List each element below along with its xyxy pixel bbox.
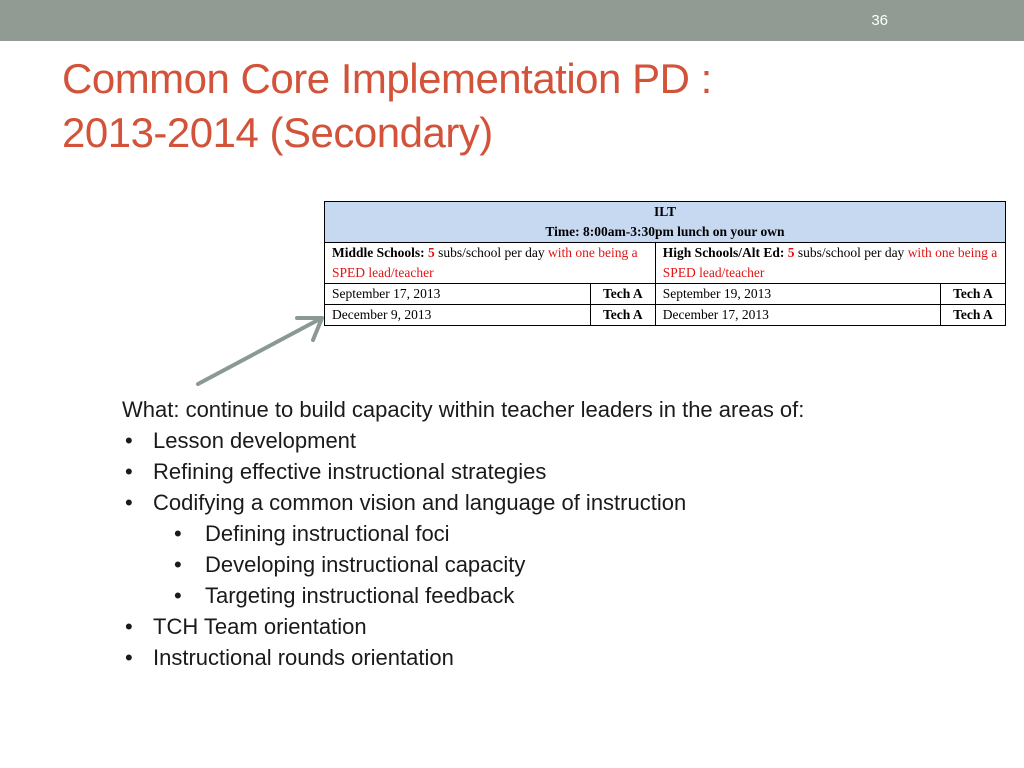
slide-number: 36 xyxy=(871,12,888,29)
ms-tech-cell: Tech A xyxy=(590,305,655,326)
high-schools-sped-note: with one being a SPED lead/teacher xyxy=(662,245,998,280)
bullet-icon: • xyxy=(125,490,133,515)
bullet-icon: • xyxy=(174,552,182,577)
list-item-text: Instructional rounds orientation xyxy=(153,645,454,670)
sub-list-item xyxy=(122,518,1002,549)
list-item xyxy=(122,642,1002,673)
sub-list-item-text: Developing instructional capacity xyxy=(205,552,526,577)
ms-tech-cell: Tech A xyxy=(590,284,655,305)
bullet-icon: • xyxy=(125,614,133,639)
list-item-text: Codifying a common vision and language of instruction xyxy=(153,490,687,515)
sub-list-item-text: Targeting instructional feedback xyxy=(205,583,515,608)
table-header-time: Time: 8:00am-3:30pm lunch on your own xyxy=(545,224,785,239)
slide-title-line-2: 2013-2014 (Secondary) xyxy=(62,109,493,156)
middle-schools-label: Middle Schools: xyxy=(332,245,425,260)
sub-list-item xyxy=(122,580,1002,611)
intro-text: What: continue to build capacity within teacher leaders in the areas of: xyxy=(122,397,805,422)
high-schools-text: subs/school per day xyxy=(794,245,908,260)
middle-schools-sped-note: with one being a SPED lead/teacher xyxy=(332,245,638,280)
slide-title-line-1: Common Core Implementation PD : xyxy=(62,55,712,102)
middle-schools-text: subs/school per day xyxy=(434,245,548,260)
list-item xyxy=(122,425,1002,456)
list-item-text: Lesson development xyxy=(153,428,357,453)
list-item xyxy=(122,487,1002,518)
list-item-text: TCH Team orientation xyxy=(153,614,367,639)
bullet-icon: • xyxy=(125,428,133,453)
bullet-icon: • xyxy=(174,583,182,608)
content-body xyxy=(122,394,1002,673)
bullet-icon: • xyxy=(125,645,133,670)
bullet-icon: • xyxy=(174,521,182,546)
high-schools-label: High Schools/Alt Ed: xyxy=(662,245,785,260)
sub-list-item xyxy=(122,549,1002,580)
ms-date-cell: December 9, 2013 xyxy=(325,305,591,326)
high-schools-count: 5 xyxy=(787,245,795,260)
hs-date-cell: September 19, 2013 xyxy=(655,284,940,305)
sub-list-item-text: Defining instructional foci xyxy=(205,521,450,546)
ms-date-cell: September 17, 2013 xyxy=(325,284,591,305)
list-item-text: Refining effective instructional strategies xyxy=(153,459,547,484)
table-header-title: ILT xyxy=(653,204,677,219)
hs-tech-cell: Tech A xyxy=(941,284,1006,305)
bullet-list xyxy=(122,425,1002,673)
middle-schools-count: 5 xyxy=(428,245,435,260)
bullet-icon: • xyxy=(125,459,133,484)
hs-date-cell: December 17, 2013 xyxy=(655,305,940,326)
list-item xyxy=(122,456,1002,487)
hs-tech-cell: Tech A xyxy=(941,305,1006,326)
list-item xyxy=(122,611,1002,642)
